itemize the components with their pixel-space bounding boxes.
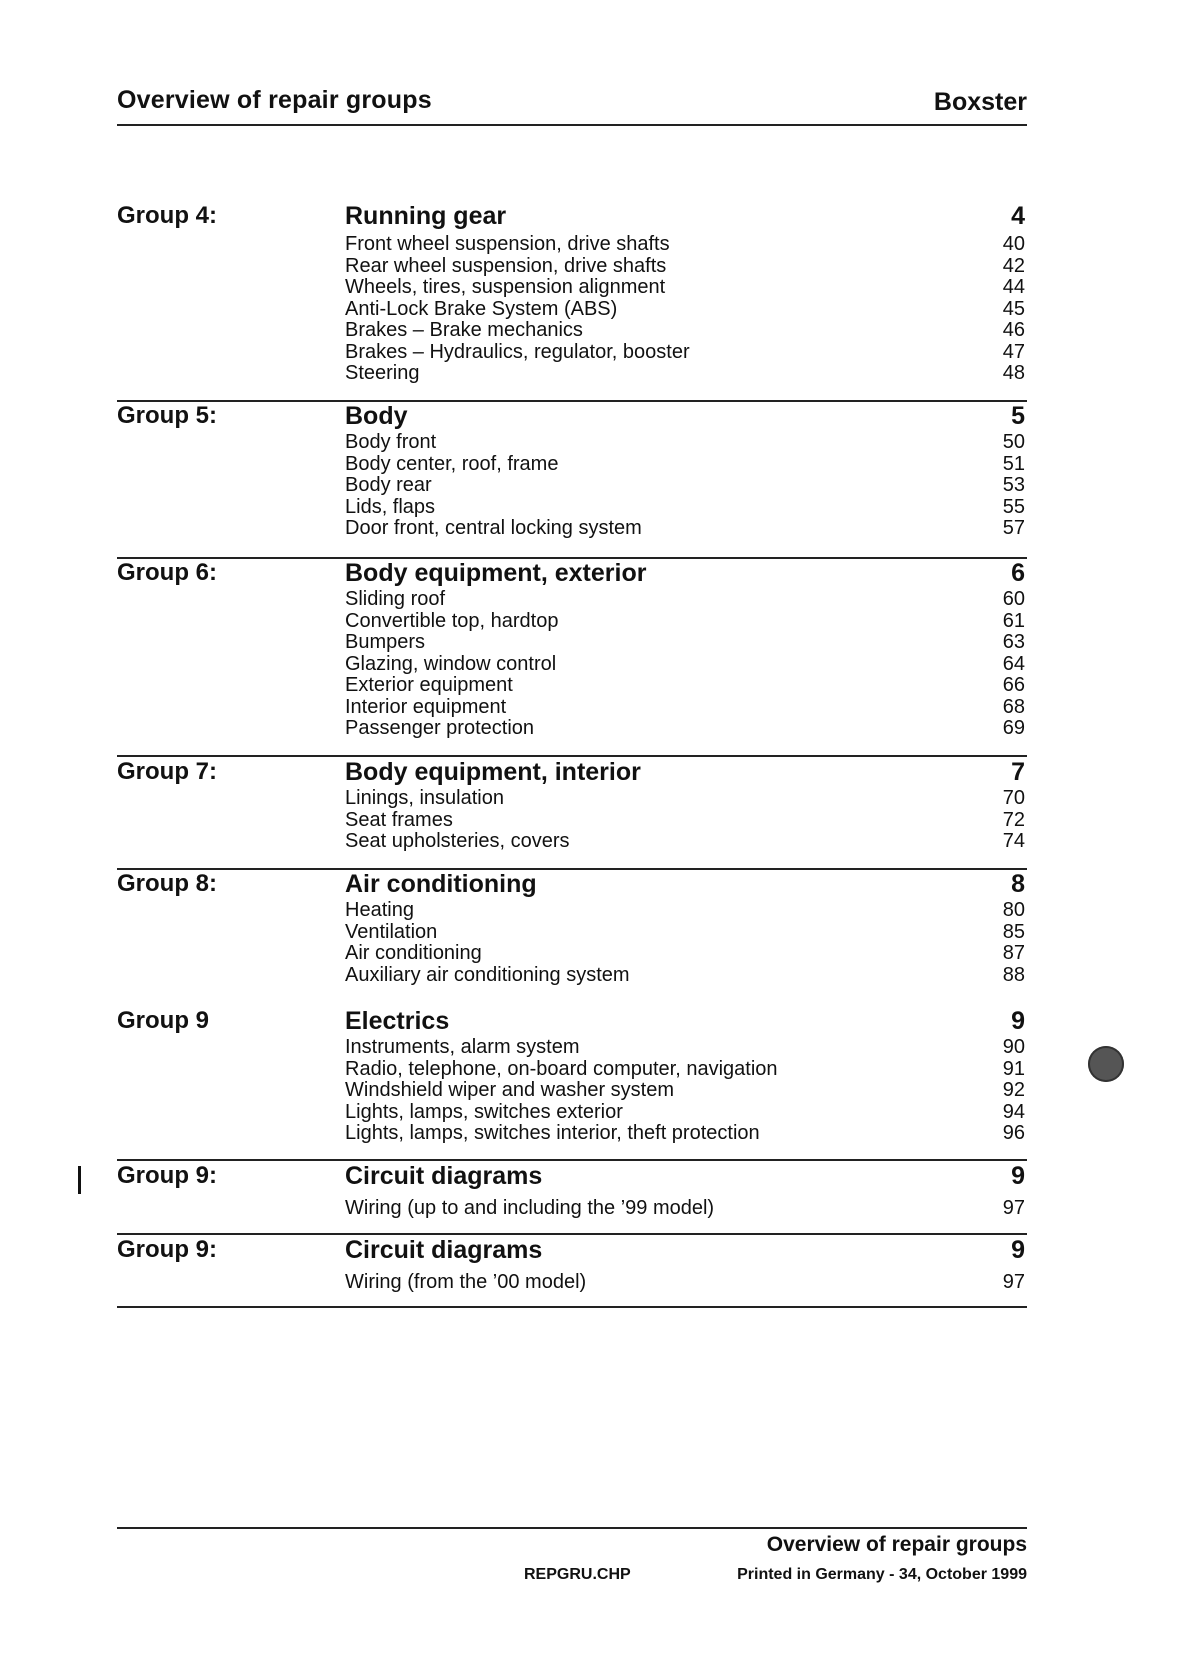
repair-group-4 bbox=[117, 202, 1027, 402]
group-title: Body bbox=[345, 402, 408, 430]
item-number: 64 bbox=[1002, 652, 1025, 675]
item-number: 42 bbox=[1002, 254, 1025, 277]
group-number: 9 bbox=[1011, 1007, 1025, 1035]
item-label: Rear wheel suspension, drive shafts bbox=[345, 254, 667, 277]
item-number: 40 bbox=[1002, 233, 1025, 255]
item-label: Lids, flaps bbox=[345, 495, 436, 518]
list-item bbox=[345, 943, 1025, 965]
group-title: Body equipment, interior bbox=[345, 758, 641, 786]
group-label: Group 4: bbox=[117, 202, 217, 229]
item-label: Lights, lamps, switches exterior bbox=[345, 1100, 623, 1123]
repair-group-9-electrics bbox=[117, 1007, 1027, 1161]
list-item bbox=[345, 632, 1025, 654]
list-item bbox=[345, 475, 1025, 497]
list-item bbox=[345, 1102, 1025, 1124]
group-title: Electrics bbox=[345, 1007, 450, 1035]
item-label: Windshield wiper and washer system bbox=[345, 1079, 675, 1101]
item-label: Ventilation bbox=[345, 920, 438, 943]
item-label: Auxiliary air conditioning system bbox=[345, 963, 630, 986]
item-number: 88 bbox=[1002, 963, 1025, 986]
group-title: Body equipment, exterior bbox=[345, 559, 647, 587]
footer-printed-note: Printed in Germany - 34, October 1999 bbox=[737, 1566, 1027, 1583]
item-list bbox=[345, 432, 1025, 540]
list-item bbox=[345, 675, 1025, 697]
footer-filename: REPGRU.CHP bbox=[524, 1566, 631, 1583]
item-number: 53 bbox=[1002, 474, 1025, 496]
group-title: Running gear bbox=[345, 202, 507, 230]
group-label: Group 6: bbox=[117, 559, 217, 586]
list-item bbox=[345, 256, 1025, 278]
item-label: Body rear bbox=[345, 474, 432, 496]
item-list bbox=[345, 1037, 1025, 1145]
list-item bbox=[345, 965, 1025, 987]
group-label: Group 5: bbox=[117, 402, 217, 429]
item-number: 94 bbox=[1002, 1100, 1025, 1123]
item-label: Sliding roof bbox=[345, 588, 446, 610]
list-item bbox=[345, 234, 1025, 256]
binder-hole-marker bbox=[1088, 1046, 1124, 1082]
repair-group-8 bbox=[117, 870, 1027, 998]
item-number: 90 bbox=[1002, 1036, 1025, 1058]
item-label: Brakes – Hydraulics, regulator, booster bbox=[345, 340, 690, 363]
item-label: Radio, telephone, on-board computer, navigation bbox=[345, 1057, 778, 1080]
list-item bbox=[345, 697, 1025, 719]
item-list bbox=[345, 788, 1025, 853]
item-label: Linings, insulation bbox=[345, 787, 504, 809]
item-label: Brakes – Brake mechanics bbox=[345, 319, 583, 341]
item-number: 74 bbox=[1002, 830, 1025, 852]
list-item bbox=[345, 810, 1025, 832]
item-number: 46 bbox=[1002, 319, 1025, 341]
footer-title: Overview of repair groups bbox=[766, 1533, 1027, 1556]
group-label: Group 9 bbox=[117, 1007, 210, 1034]
list-item bbox=[345, 922, 1025, 944]
item-list bbox=[345, 900, 1025, 986]
list-item bbox=[345, 788, 1025, 810]
group-number: 9 bbox=[1011, 1236, 1025, 1264]
group-label: Group 8: bbox=[117, 870, 217, 897]
page-title: Overview of repair groups bbox=[117, 86, 432, 114]
list-item bbox=[345, 1080, 1025, 1102]
footer-rule bbox=[117, 1527, 1027, 1529]
item-list bbox=[345, 589, 1025, 740]
item-number: 66 bbox=[1002, 674, 1025, 696]
item-label: Glazing, window control bbox=[345, 652, 557, 675]
repair-group-6 bbox=[117, 559, 1027, 757]
repair-group-9-circuit-diagrams-99 bbox=[117, 1162, 1027, 1235]
list-item bbox=[345, 1198, 1025, 1220]
item-number: 91 bbox=[1002, 1057, 1025, 1080]
item-label: Seat frames bbox=[345, 808, 453, 831]
page-header bbox=[117, 86, 1027, 126]
group-number: 7 bbox=[1011, 758, 1025, 786]
item-number: 51 bbox=[1002, 452, 1025, 475]
group-number: 4 bbox=[1011, 202, 1025, 230]
revision-change-bar bbox=[78, 1166, 81, 1194]
item-number: 63 bbox=[1002, 631, 1025, 653]
list-item bbox=[345, 654, 1025, 676]
list-item bbox=[345, 363, 1025, 385]
group-label: Group 9: bbox=[117, 1236, 217, 1263]
item-label: Wheels, tires, suspension alignment bbox=[345, 276, 666, 298]
list-item bbox=[345, 342, 1025, 364]
item-label: Body center, roof, frame bbox=[345, 452, 559, 475]
item-label: Convertible top, hardtop bbox=[345, 609, 559, 632]
list-item bbox=[345, 611, 1025, 633]
item-number: 97 bbox=[1002, 1197, 1025, 1219]
list-item bbox=[345, 432, 1025, 454]
list-item bbox=[345, 299, 1025, 321]
item-number: 50 bbox=[1002, 431, 1025, 453]
item-label: Interior equipment bbox=[345, 695, 507, 718]
list-item bbox=[345, 589, 1025, 611]
item-label: Steering bbox=[345, 362, 420, 384]
item-label: Passenger protection bbox=[345, 717, 535, 739]
list-item bbox=[345, 1272, 1025, 1294]
item-list bbox=[345, 234, 1025, 385]
item-label: Heating bbox=[345, 899, 414, 921]
model-name: Boxster bbox=[933, 88, 1027, 116]
item-label: Wiring (up to and including the ’99 model) bbox=[345, 1197, 715, 1219]
group-number: 8 bbox=[1011, 870, 1025, 898]
group-number: 5 bbox=[1011, 402, 1025, 430]
item-list bbox=[345, 1198, 1025, 1220]
group-title: Circuit diagrams bbox=[345, 1236, 543, 1264]
group-label: Group 7: bbox=[117, 758, 217, 785]
item-number: 70 bbox=[1002, 787, 1025, 809]
item-number: 97 bbox=[1002, 1271, 1025, 1293]
item-number: 85 bbox=[1002, 920, 1025, 943]
item-label: Front wheel suspension, drive shafts bbox=[345, 233, 670, 255]
list-item bbox=[345, 1059, 1025, 1081]
item-list bbox=[345, 1272, 1025, 1294]
list-item bbox=[345, 277, 1025, 299]
item-number: 68 bbox=[1002, 695, 1025, 718]
item-label: Door front, central locking system bbox=[345, 517, 642, 539]
item-number: 92 bbox=[1002, 1079, 1025, 1101]
item-number: 48 bbox=[1002, 362, 1025, 384]
item-number: 45 bbox=[1002, 297, 1025, 320]
list-item bbox=[345, 831, 1025, 853]
item-label: Lights, lamps, switches interior, theft protection bbox=[345, 1122, 760, 1144]
group-title: Circuit diagrams bbox=[345, 1162, 543, 1190]
list-item bbox=[345, 1037, 1025, 1059]
group-label: Group 9: bbox=[117, 1162, 217, 1189]
group-number: 9 bbox=[1011, 1162, 1025, 1190]
item-number: 69 bbox=[1002, 717, 1025, 739]
item-label: Wiring (from the ’00 model) bbox=[345, 1271, 587, 1293]
item-number: 57 bbox=[1002, 517, 1025, 539]
list-item bbox=[345, 718, 1025, 740]
item-label: Air conditioning bbox=[345, 942, 482, 964]
list-item bbox=[345, 1123, 1025, 1145]
item-number: 44 bbox=[1002, 276, 1025, 298]
item-number: 87 bbox=[1002, 942, 1025, 964]
list-item bbox=[345, 518, 1025, 540]
item-label: Exterior equipment bbox=[345, 674, 513, 696]
repair-group-5 bbox=[117, 402, 1027, 559]
item-number: 47 bbox=[1002, 340, 1025, 363]
item-label: Anti-Lock Brake System (ABS) bbox=[345, 297, 618, 320]
list-item bbox=[345, 454, 1025, 476]
repair-group-9-circuit-diagrams-00 bbox=[117, 1236, 1027, 1308]
item-number: 55 bbox=[1002, 495, 1025, 518]
item-number: 96 bbox=[1002, 1122, 1025, 1144]
item-number: 60 bbox=[1002, 588, 1025, 610]
repair-group-7 bbox=[117, 758, 1027, 870]
item-label: Bumpers bbox=[345, 631, 426, 653]
item-number: 72 bbox=[1002, 808, 1025, 831]
group-title: Air conditioning bbox=[345, 870, 537, 898]
item-label: Seat upholsteries, covers bbox=[345, 830, 570, 852]
item-label: Instruments, alarm system bbox=[345, 1036, 580, 1058]
item-number: 80 bbox=[1002, 899, 1025, 921]
item-number: 61 bbox=[1002, 609, 1025, 632]
item-label: Body front bbox=[345, 431, 437, 453]
group-number: 6 bbox=[1011, 559, 1025, 587]
list-item bbox=[345, 497, 1025, 519]
list-item bbox=[345, 320, 1025, 342]
list-item bbox=[345, 900, 1025, 922]
